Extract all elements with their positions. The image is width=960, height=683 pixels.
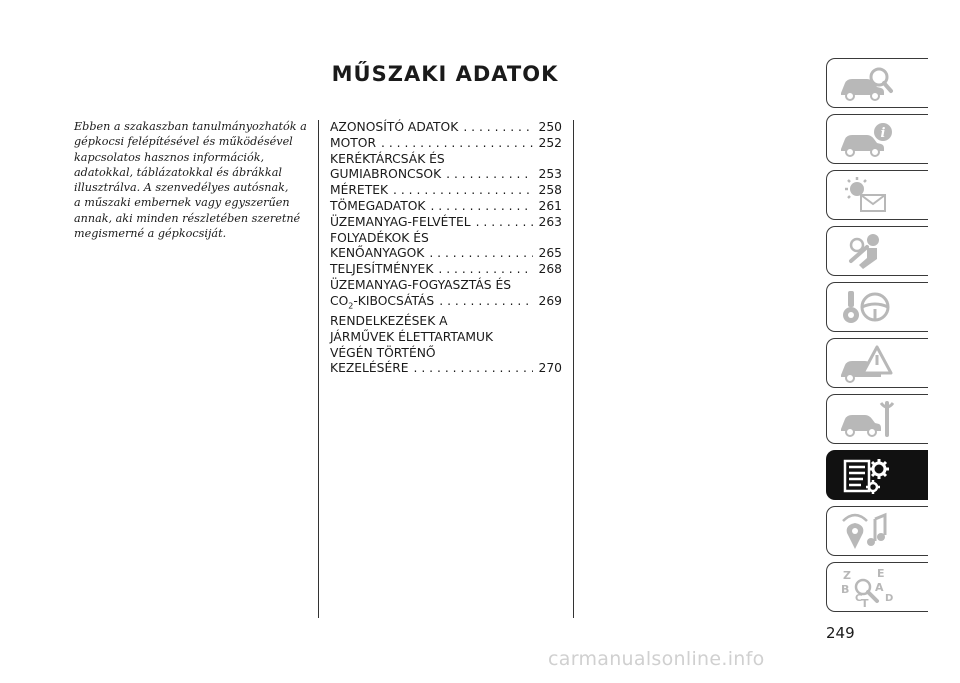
index-letter: T: [861, 597, 869, 609]
intro-line: gépkocsi felépítésével és működésével: [74, 135, 293, 149]
toc-entry-fluids-lubricants[interactable]: [330, 231, 562, 263]
tab-technical-data[interactable]: [826, 450, 928, 500]
car-warning-triangle-icon: [837, 343, 897, 385]
intro-line: kapcsolatos hasznos információk,: [74, 150, 265, 164]
toc-leader-dots: [441, 167, 532, 183]
toc-entry-refuelling[interactable]: [330, 215, 562, 231]
tab-multimedia[interactable]: [826, 506, 928, 556]
key-steering-wheel-icon: [837, 287, 897, 329]
column-divider-left: [318, 120, 319, 618]
toc-entry-label[interactable]: VÉGÉN TÖRTÉNŐ: [330, 345, 436, 360]
index-letter: Z: [843, 569, 851, 582]
toc-entry-performance[interactable]: [330, 262, 562, 278]
tab-index[interactable]: [826, 562, 928, 612]
toc-page-number[interactable]: 252: [538, 135, 562, 150]
toc-entry-label[interactable]: ÜZEMANYAG-FELVÉTEL: [330, 214, 471, 229]
intro-line: annak, aki minden részletében szeretné: [74, 211, 301, 225]
toc-entry-label[interactable]: FOLYADÉKOK ÉS: [330, 230, 429, 245]
warning-lights-message-icon: [837, 175, 897, 217]
toc-leader-dots: [376, 136, 532, 152]
seat-airbag-icon: [837, 231, 897, 273]
toc-entry-label[interactable]: KEZELÉSÉRE: [330, 361, 409, 376]
toc-leader-dots: [409, 361, 533, 377]
index-letter: C: [855, 593, 863, 604]
toc-entry-label[interactable]: TELJESÍTMÉNYEK: [330, 262, 434, 277]
toc-entry-label[interactable]: KERÉKTÁRCSÁK ÉS: [330, 151, 445, 166]
toc-entry-label[interactable]: AZONOSÍTÓ ADATOK: [330, 120, 459, 134]
index-letter: E: [877, 567, 885, 580]
index-letter: A: [875, 581, 884, 594]
toc-leader-dots: [433, 262, 532, 278]
column-divider-right: [573, 120, 574, 618]
subscript-two: 2: [348, 301, 354, 311]
toc-entry-fuel-consumption-co2[interactable]: [330, 278, 562, 314]
toc-entry-label[interactable]: KENŐANYAGOK: [330, 246, 425, 261]
intro-line: Ebben a szakaszban tanulmányozhatók a: [74, 120, 307, 133]
toc-page-number[interactable]: 263: [538, 214, 562, 229]
tab-dashboard[interactable]: [826, 114, 928, 164]
intro-paragraph: [74, 119, 310, 241]
car-info-icon: [837, 119, 897, 161]
toc-entry-end-of-life-vehicles[interactable]: [330, 314, 562, 377]
toc-page-number[interactable]: 261: [538, 198, 562, 213]
intro-line: a műszaki embernek vagy egyszerűen: [74, 196, 290, 210]
toc-leader-dots: [388, 183, 532, 199]
toc-entry-label[interactable]: JÁRMŰVEK ÉLETTARTAMUK: [330, 329, 494, 344]
toc-entry-label[interactable]: GUMIABRONCSOK: [330, 167, 442, 182]
index-letter: D: [885, 593, 894, 604]
toc-entry-label-part: CO: [330, 293, 349, 308]
page-title: MŰSZAKI ADATOK: [331, 62, 559, 86]
toc-page-number[interactable]: 268: [538, 262, 562, 277]
toc-page-number[interactable]: 253: [538, 167, 562, 182]
tab-getting-to-know-vehicle[interactable]: [826, 58, 928, 108]
tab-warning-lights[interactable]: [826, 170, 928, 220]
toc-page-number[interactable]: 265: [538, 246, 562, 261]
toc-page-number[interactable]: 269: [538, 293, 562, 308]
alphabetical-index-icon: [837, 567, 897, 609]
toc-page-number[interactable]: 258: [538, 183, 562, 198]
car-search-icon: [837, 63, 897, 105]
toc-leader-dots: [424, 246, 532, 262]
table-of-contents: [330, 120, 562, 377]
toc-entry-weights[interactable]: [330, 199, 562, 215]
watermark: carmanualsonline.info: [548, 648, 765, 670]
toc-page-number[interactable]: 270: [538, 361, 562, 376]
tab-in-an-emergency[interactable]: [826, 338, 928, 388]
toc-leader-dots: [434, 294, 532, 310]
tab-starting-driving[interactable]: [826, 282, 928, 332]
intro-line: adatokkal, táblázatokkal és ábrákkal: [74, 165, 282, 179]
tab-safety[interactable]: [826, 226, 928, 276]
toc-entry-label[interactable]: MÉRETEK: [330, 183, 389, 198]
toc-entry-label[interactable]: TÖMEGADATOK: [330, 198, 426, 213]
toc-leader-dots: [458, 120, 532, 136]
index-letter: B: [841, 583, 850, 596]
tab-servicing-maintenance[interactable]: [826, 394, 928, 444]
toc-entry-identification[interactable]: [330, 120, 562, 136]
toc-entry-engine[interactable]: [330, 136, 562, 152]
toc-leader-dots: [425, 199, 532, 215]
svg-text:i: i: [880, 126, 886, 141]
toc-page-number[interactable]: 250: [538, 120, 562, 134]
toc-entry-label-part: -KIBOCSÁTÁS: [353, 293, 435, 308]
toc-entry-dimensions[interactable]: [330, 183, 562, 199]
car-wrench-icon: [837, 399, 897, 441]
toc-leader-dots: [471, 215, 533, 231]
technical-data-gear-icon: [837, 455, 897, 497]
intro-line: illusztrálva. A szenvedélyes autósnak,: [74, 181, 289, 195]
page-number: 249: [826, 624, 855, 642]
multimedia-music-icon: [837, 511, 897, 553]
toc-entry-wheels-tyres[interactable]: [330, 152, 562, 184]
intro-line: megismerné a gépkocsiját.: [74, 227, 227, 241]
toc-entry-label[interactable]: MOTOR: [330, 135, 377, 150]
toc-entry-label[interactable]: RENDELKEZÉSEK A: [330, 314, 448, 329]
toc-entry-label[interactable]: ÜZEMANYAG-FOGYASZTÁS ÉS: [330, 277, 512, 292]
toc-entry-label[interactable]: [330, 294, 434, 314]
